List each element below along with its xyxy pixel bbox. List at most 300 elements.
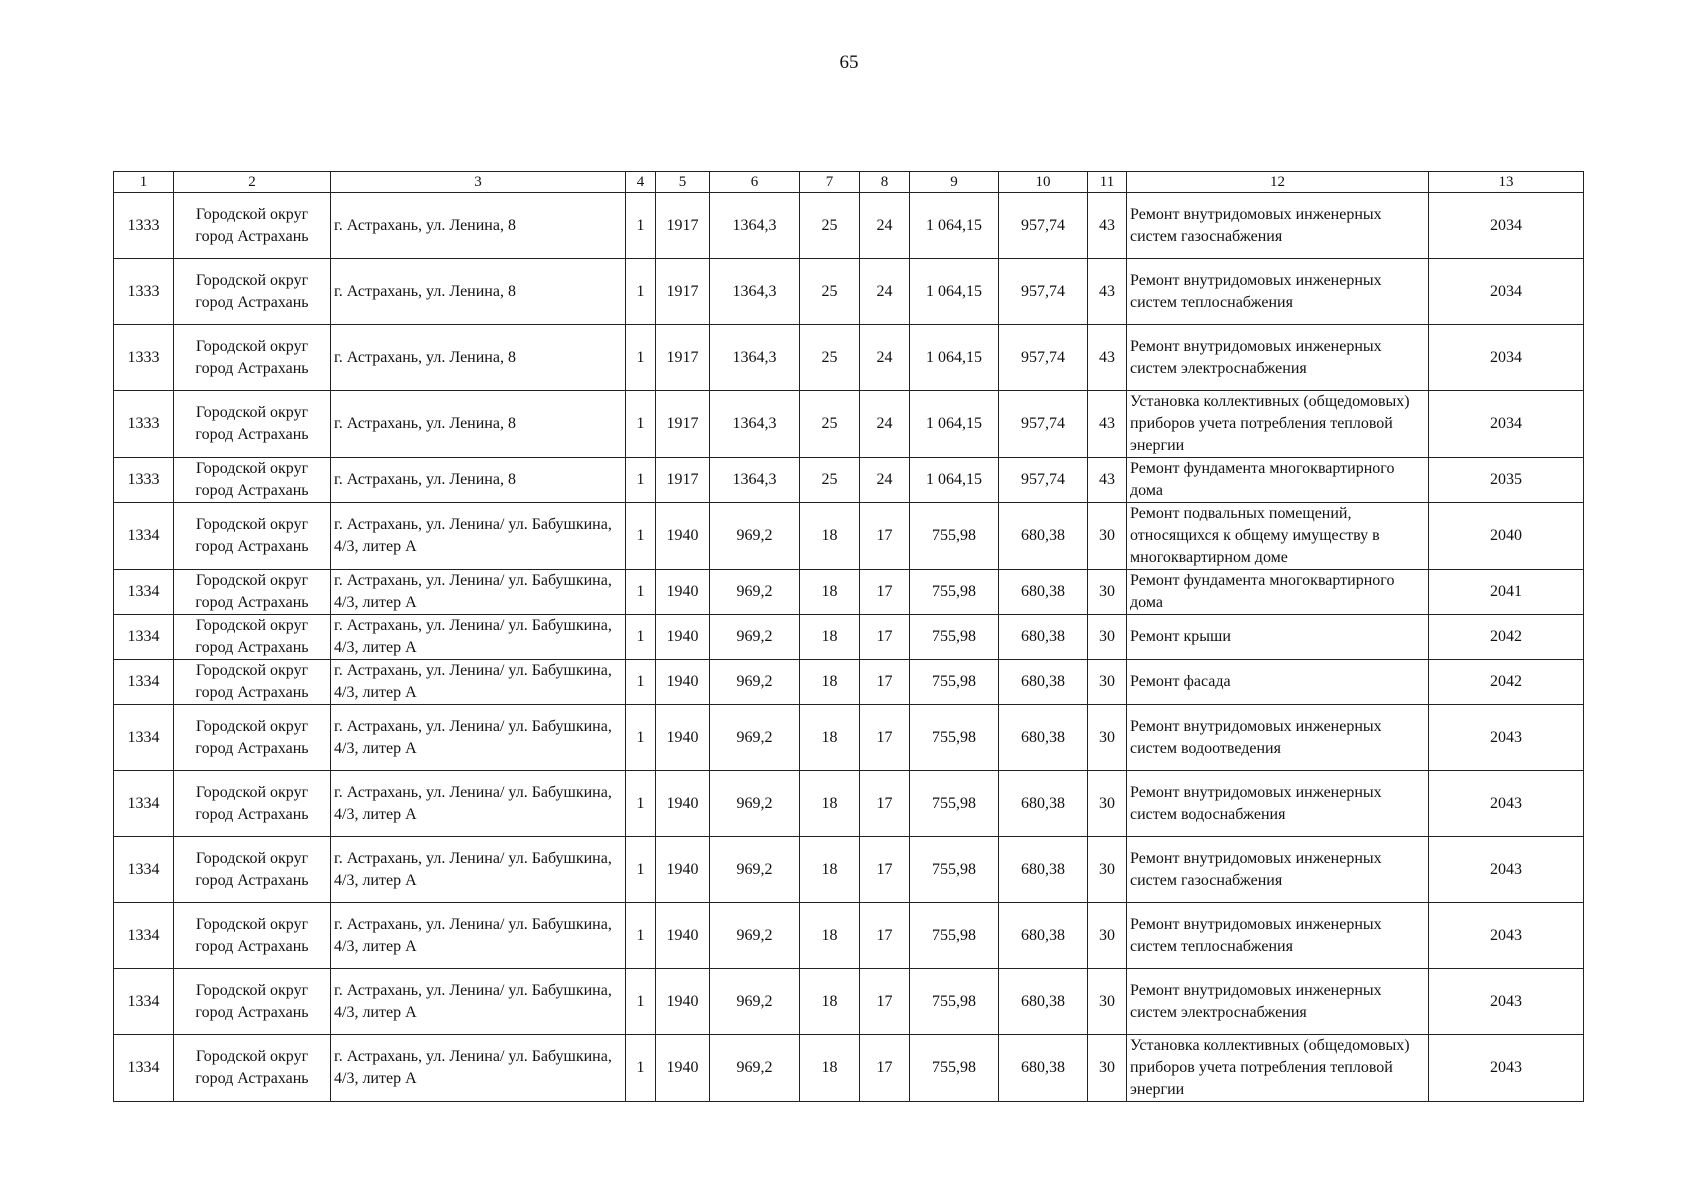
cell-text: 30 <box>1099 673 1115 690</box>
cell-col-2 <box>174 771 331 837</box>
cell-text: 755,98 <box>932 926 976 944</box>
cell-col-7 <box>800 969 860 1035</box>
cell-text: 969,2 <box>736 628 773 645</box>
cell-col-5 <box>656 259 710 325</box>
cell-col-5 <box>656 325 710 391</box>
cell-text: Ремонт крыши <box>1130 628 1231 645</box>
cell-col-6 <box>710 837 800 903</box>
cell-text: г. Астрахань, ул. Ленина/ ул. Бабушкина, 4/3, литер А <box>334 849 612 889</box>
cell-col-6 <box>710 969 800 1035</box>
cell-text: 17 <box>876 794 893 812</box>
cell-col-12 <box>1127 615 1429 660</box>
cell-text: 24 <box>876 216 893 234</box>
cell-col-10 <box>999 969 1088 1035</box>
cell-text: 680,38 <box>1021 728 1065 746</box>
cell-text: 957,74 <box>1021 282 1065 300</box>
cell-col-1 <box>114 325 174 391</box>
cell-text: Городской округ город Астрахань <box>195 849 309 889</box>
table-row <box>114 1035 1584 1102</box>
cell-text: 1940 <box>666 583 699 600</box>
cell-col-10 <box>999 660 1088 705</box>
cell-col-10 <box>999 1035 1088 1102</box>
cell-col-8 <box>860 193 910 259</box>
cell-text: 1940 <box>666 628 699 645</box>
cell-text: 25 <box>821 471 838 488</box>
cell-col-5 <box>656 660 710 705</box>
cell-text: г. Астрахань, ул. Ленина/ ул. Бабушкина, 4/3, литер А <box>334 783 612 823</box>
cell-col-6 <box>710 193 800 259</box>
cell-col-2 <box>174 903 331 969</box>
cell-text: 1917 <box>666 471 699 488</box>
cell-text: 1334 <box>127 992 160 1010</box>
cell-col-6 <box>710 771 800 837</box>
cell-text: 25 <box>821 415 838 432</box>
cell-col-12 <box>1127 903 1429 969</box>
cell-text: 969,2 <box>736 860 773 878</box>
cell-col-3 <box>331 391 626 458</box>
cell-text: 2034 <box>1490 216 1522 234</box>
table-row <box>114 570 1584 615</box>
cell-col-2 <box>174 837 331 903</box>
cell-col-3 <box>331 705 626 771</box>
cell-text: Городской округ город Астрахань <box>195 981 309 1021</box>
cell-col-13 <box>1429 570 1584 615</box>
cell-col-2 <box>174 458 331 503</box>
cell-col-13 <box>1429 903 1584 969</box>
cell-col-10 <box>999 615 1088 660</box>
cell-text: г. Астрахань, ул. Ленина, 8 <box>334 471 516 488</box>
cell-col-5 <box>656 903 710 969</box>
cell-col-9 <box>910 969 999 1035</box>
cell-text: 17 <box>876 527 893 544</box>
cell-text: 24 <box>876 415 893 432</box>
cell-col-9 <box>910 1035 999 1102</box>
cell-text: 1 <box>636 282 645 300</box>
cell-text: Ремонт внутридомовых инженерных систем электроснабжения <box>1130 337 1382 377</box>
cell-text: 25 <box>821 216 838 234</box>
cell-col-8 <box>860 615 910 660</box>
cell-text: 17 <box>876 1059 893 1076</box>
cell-text: 30 <box>1099 992 1115 1010</box>
cell-col-3 <box>331 259 626 325</box>
cell-text: 1940 <box>666 794 699 812</box>
cell-text: 43 <box>1099 471 1115 488</box>
cell-text: 2043 <box>1490 926 1522 944</box>
cell-col-9 <box>910 615 999 660</box>
cell-text: 17 <box>876 628 893 645</box>
cell-text: 18 <box>821 527 838 544</box>
cell-text: 30 <box>1099 926 1115 944</box>
cell-text: 969,2 <box>736 527 773 544</box>
column-header-6: 6 <box>710 172 800 193</box>
cell-text: 755,98 <box>932 992 976 1010</box>
cell-col-5 <box>656 458 710 503</box>
cell-text: 30 <box>1099 583 1115 600</box>
cell-text: 755,98 <box>932 628 976 645</box>
cell-text: Городской округ город Астрахань <box>195 404 309 443</box>
cell-col-12 <box>1127 660 1429 705</box>
cell-text: 680,38 <box>1021 926 1065 944</box>
cell-col-9 <box>910 325 999 391</box>
column-header-11: 11 <box>1088 172 1127 193</box>
cell-text: 1334 <box>127 673 160 690</box>
cell-text: Ремонт подвальных помещений, относящихся к общему имуществу в многоквартирном доме <box>1130 505 1380 566</box>
cell-col-10 <box>999 771 1088 837</box>
table-row <box>114 503 1584 570</box>
cell-text: 2042 <box>1490 673 1522 690</box>
cell-text: 1940 <box>666 673 699 690</box>
cell-text: 2041 <box>1490 583 1522 600</box>
cell-col-1 <box>114 259 174 325</box>
cell-col-12 <box>1127 969 1429 1035</box>
cell-col-5 <box>656 503 710 570</box>
cell-col-2 <box>174 660 331 705</box>
cell-col-12 <box>1127 193 1429 259</box>
cell-col-4 <box>626 391 656 458</box>
cell-text: 1334 <box>127 527 160 544</box>
cell-col-13 <box>1429 391 1584 458</box>
cell-text: 1334 <box>127 583 160 600</box>
cell-col-9 <box>910 771 999 837</box>
cell-col-4 <box>626 837 656 903</box>
cell-col-2 <box>174 615 331 660</box>
column-header-9: 9 <box>910 172 999 193</box>
cell-col-8 <box>860 503 910 570</box>
cell-col-1 <box>114 503 174 570</box>
cell-col-3 <box>331 458 626 503</box>
table-row <box>114 903 1584 969</box>
cell-text: 1334 <box>127 1059 160 1076</box>
cell-text: 30 <box>1099 728 1115 746</box>
cell-text: 755,98 <box>932 583 976 600</box>
register-table <box>113 171 1584 1102</box>
cell-text: 1334 <box>127 926 160 944</box>
cell-text: Ремонт внутридомовых инженерных систем водоснабжения <box>1130 783 1382 823</box>
cell-text: 18 <box>821 673 838 690</box>
cell-col-5 <box>656 771 710 837</box>
cell-col-8 <box>860 705 910 771</box>
cell-col-7 <box>800 259 860 325</box>
cell-col-7 <box>800 705 860 771</box>
cell-col-6 <box>710 705 800 771</box>
cell-col-5 <box>656 969 710 1035</box>
cell-text: г. Астрахань, ул. Ленина, 8 <box>334 348 516 366</box>
cell-text: 969,2 <box>736 673 773 690</box>
cell-col-4 <box>626 325 656 391</box>
table-row <box>114 259 1584 325</box>
cell-col-1 <box>114 705 174 771</box>
cell-col-5 <box>656 570 710 615</box>
cell-text: 680,38 <box>1021 794 1065 812</box>
cell-text: Ремонт внутридомовых инженерных систем теплоснабжения <box>1130 271 1382 311</box>
cell-col-12 <box>1127 259 1429 325</box>
cell-text: 18 <box>821 1059 838 1076</box>
cell-text: г. Астрахань, ул. Ленина/ ул. Бабушкина, 4/3, литер А <box>334 572 612 611</box>
cell-col-8 <box>860 458 910 503</box>
column-header-5: 5 <box>656 172 710 193</box>
cell-text: 680,38 <box>1021 583 1065 600</box>
cell-col-1 <box>114 660 174 705</box>
table-row <box>114 193 1584 259</box>
cell-text: 2042 <box>1490 628 1522 645</box>
cell-col-13 <box>1429 969 1584 1035</box>
cell-col-8 <box>860 570 910 615</box>
cell-text: 1333 <box>127 471 160 488</box>
cell-col-8 <box>860 771 910 837</box>
cell-text: 680,38 <box>1021 527 1065 544</box>
cell-text: 1 064,15 <box>926 216 982 234</box>
cell-col-2 <box>174 325 331 391</box>
cell-text: 1333 <box>127 216 160 234</box>
cell-text: 1 <box>636 348 645 366</box>
cell-text: 18 <box>821 992 838 1010</box>
cell-text: 1 <box>636 583 645 600</box>
cell-col-3 <box>331 660 626 705</box>
cell-col-10 <box>999 837 1088 903</box>
cell-col-1 <box>114 193 174 259</box>
cell-text: 1364,3 <box>732 348 777 366</box>
cell-col-1 <box>114 458 174 503</box>
cell-col-7 <box>800 615 860 660</box>
cell-col-11 <box>1088 903 1127 969</box>
cell-col-3 <box>331 771 626 837</box>
cell-col-6 <box>710 660 800 705</box>
cell-col-5 <box>656 391 710 458</box>
cell-col-7 <box>800 193 860 259</box>
cell-text: 30 <box>1099 794 1115 812</box>
cell-col-6 <box>710 570 800 615</box>
cell-col-7 <box>800 325 860 391</box>
cell-text: 1333 <box>127 282 160 300</box>
cell-col-5 <box>656 1035 710 1102</box>
cell-col-13 <box>1429 503 1584 570</box>
cell-col-8 <box>860 903 910 969</box>
cell-col-4 <box>626 903 656 969</box>
table-row <box>114 837 1584 903</box>
cell-text: 969,2 <box>736 1059 773 1076</box>
cell-text: 1333 <box>127 348 160 366</box>
cell-text: Городской округ город Астрахань <box>195 717 309 757</box>
cell-text: 18 <box>821 728 838 746</box>
cell-text: Ремонт внутридомовых инженерных систем газоснабжения <box>1130 849 1382 889</box>
cell-text: Городской округ город Астрахань <box>195 516 309 555</box>
cell-col-8 <box>860 391 910 458</box>
cell-text: 1 <box>636 628 645 645</box>
cell-col-10 <box>999 325 1088 391</box>
cell-col-11 <box>1088 771 1127 837</box>
cell-text: Ремонт фундамента многоквартирного дома <box>1130 460 1395 499</box>
cell-col-11 <box>1088 660 1127 705</box>
cell-text: 1 <box>636 216 645 234</box>
cell-col-10 <box>999 193 1088 259</box>
cell-text: г. Астрахань, ул. Ленина, 8 <box>334 216 516 234</box>
cell-text: 25 <box>821 282 838 300</box>
cell-col-5 <box>656 705 710 771</box>
cell-text: г. Астрахань, ул. Ленина, 8 <box>334 282 516 300</box>
cell-text: Ремонт внутридомовых инженерных систем водоотведения <box>1130 717 1382 757</box>
cell-text: 755,98 <box>932 728 976 746</box>
cell-col-4 <box>626 969 656 1035</box>
cell-text: Установка коллективных (общедомовых) приборов учета потребления тепловой энергии <box>1130 393 1410 454</box>
table-row <box>114 458 1584 503</box>
cell-col-9 <box>910 705 999 771</box>
cell-text: 17 <box>876 992 893 1010</box>
cell-text: 1 064,15 <box>926 415 982 432</box>
cell-text: 2035 <box>1490 471 1522 488</box>
cell-text: 1 064,15 <box>926 282 982 300</box>
cell-col-8 <box>860 837 910 903</box>
cell-text: 1 <box>636 1059 645 1076</box>
cell-col-1 <box>114 391 174 458</box>
cell-col-3 <box>331 570 626 615</box>
column-header-12: 12 <box>1127 172 1429 193</box>
cell-text: 1 <box>636 673 645 690</box>
cell-col-6 <box>710 458 800 503</box>
cell-text: г. Астрахань, ул. Ленина/ ул. Бабушкина, 4/3, литер А <box>334 516 612 555</box>
cell-text: 1940 <box>666 860 699 878</box>
cell-text: 1917 <box>666 415 699 432</box>
cell-text: 755,98 <box>932 673 976 690</box>
cell-col-3 <box>331 503 626 570</box>
cell-text: 957,74 <box>1021 348 1065 366</box>
cell-col-2 <box>174 705 331 771</box>
cell-text: 17 <box>876 728 893 746</box>
cell-text: г. Астрахань, ул. Ленина/ ул. Бабушкина, 4/3, литер А <box>334 981 612 1021</box>
cell-col-8 <box>860 1035 910 1102</box>
cell-text: 680,38 <box>1021 1059 1065 1076</box>
cell-col-11 <box>1088 615 1127 660</box>
cell-text: 957,74 <box>1021 471 1065 488</box>
cell-text: 1940 <box>666 992 699 1010</box>
cell-col-4 <box>626 503 656 570</box>
cell-text: 1 <box>636 527 645 544</box>
cell-text: Ремонт внутридомовых инженерных систем газоснабжения <box>1130 205 1382 245</box>
cell-col-13 <box>1429 771 1584 837</box>
cell-text: 1 <box>636 728 645 746</box>
cell-text: Городской округ город Астрахань <box>195 783 309 823</box>
cell-col-11 <box>1088 1035 1127 1102</box>
cell-text: 30 <box>1099 860 1115 878</box>
cell-text: 2043 <box>1490 1059 1522 1076</box>
cell-col-12 <box>1127 458 1429 503</box>
cell-col-10 <box>999 570 1088 615</box>
cell-text: 755,98 <box>932 860 976 878</box>
header-row <box>114 172 1584 193</box>
cell-text: 24 <box>876 471 893 488</box>
column-header-7: 7 <box>800 172 860 193</box>
cell-text: Ремонт внутридомовых инженерных систем электроснабжения <box>1130 981 1382 1021</box>
cell-col-8 <box>860 969 910 1035</box>
cell-col-4 <box>626 193 656 259</box>
cell-text: 2040 <box>1490 527 1522 544</box>
cell-text: 1 064,15 <box>926 348 982 366</box>
cell-col-4 <box>626 660 656 705</box>
column-header-4: 4 <box>626 172 656 193</box>
cell-col-11 <box>1088 458 1127 503</box>
cell-text: 30 <box>1099 628 1115 645</box>
cell-text: 1334 <box>127 794 160 812</box>
cell-col-4 <box>626 705 656 771</box>
cell-col-10 <box>999 903 1088 969</box>
cell-text: 969,2 <box>736 728 773 746</box>
cell-text: 1917 <box>666 282 699 300</box>
cell-col-7 <box>800 391 860 458</box>
cell-text: 969,2 <box>736 794 773 812</box>
cell-col-5 <box>656 193 710 259</box>
cell-text: 1334 <box>127 728 160 746</box>
cell-col-7 <box>800 458 860 503</box>
cell-col-8 <box>860 259 910 325</box>
cell-text: 2043 <box>1490 794 1522 812</box>
cell-col-3 <box>331 903 626 969</box>
cell-col-11 <box>1088 705 1127 771</box>
cell-text: 957,74 <box>1021 415 1065 432</box>
cell-col-13 <box>1429 325 1584 391</box>
cell-text: 17 <box>876 926 893 944</box>
cell-col-13 <box>1429 660 1584 705</box>
cell-text: 43 <box>1099 216 1115 234</box>
cell-col-10 <box>999 259 1088 325</box>
cell-text: г. Астрахань, ул. Ленина/ ул. Бабушкина, 4/3, литер А <box>334 662 612 701</box>
cell-col-4 <box>626 259 656 325</box>
cell-text: 1917 <box>666 216 699 234</box>
column-header-1: 1 <box>114 172 174 193</box>
cell-text: 1364,3 <box>732 216 777 234</box>
cell-text: 1940 <box>666 527 699 544</box>
cell-col-11 <box>1088 391 1127 458</box>
cell-text: 2034 <box>1490 348 1522 366</box>
cell-col-2 <box>174 570 331 615</box>
cell-text: 18 <box>821 926 838 944</box>
cell-col-13 <box>1429 705 1584 771</box>
cell-text: г. Астрахань, ул. Ленина/ ул. Бабушкина, 4/3, литер А <box>334 617 612 656</box>
column-header-13: 13 <box>1429 172 1584 193</box>
cell-col-9 <box>910 660 999 705</box>
cell-col-9 <box>910 458 999 503</box>
cell-col-12 <box>1127 771 1429 837</box>
cell-col-4 <box>626 1035 656 1102</box>
cell-col-2 <box>174 503 331 570</box>
cell-col-7 <box>800 1035 860 1102</box>
cell-text: 680,38 <box>1021 673 1065 690</box>
cell-text: 1334 <box>127 860 160 878</box>
cell-text: г. Астрахань, ул. Ленина, 8 <box>334 415 516 432</box>
cell-text: 1333 <box>127 415 160 432</box>
cell-col-7 <box>800 771 860 837</box>
cell-col-7 <box>800 503 860 570</box>
cell-text: 2043 <box>1490 860 1522 878</box>
cell-col-3 <box>331 325 626 391</box>
cell-text: 17 <box>876 583 893 600</box>
cell-col-3 <box>331 1035 626 1102</box>
cell-col-1 <box>114 615 174 660</box>
cell-text: 755,98 <box>932 527 976 544</box>
cell-col-5 <box>656 615 710 660</box>
cell-col-12 <box>1127 325 1429 391</box>
cell-col-2 <box>174 1035 331 1102</box>
table-row <box>114 771 1584 837</box>
cell-text: 30 <box>1099 1059 1115 1076</box>
cell-col-4 <box>626 570 656 615</box>
cell-text: г. Астрахань, ул. Ленина/ ул. Бабушкина, 4/3, литер А <box>334 915 612 955</box>
column-header-3: 3 <box>331 172 626 193</box>
cell-text: Городской округ город Астрахань <box>195 1048 309 1087</box>
cell-col-9 <box>910 259 999 325</box>
cell-col-2 <box>174 391 331 458</box>
cell-col-7 <box>800 837 860 903</box>
cell-text: 1940 <box>666 728 699 746</box>
cell-text: 43 <box>1099 415 1115 432</box>
